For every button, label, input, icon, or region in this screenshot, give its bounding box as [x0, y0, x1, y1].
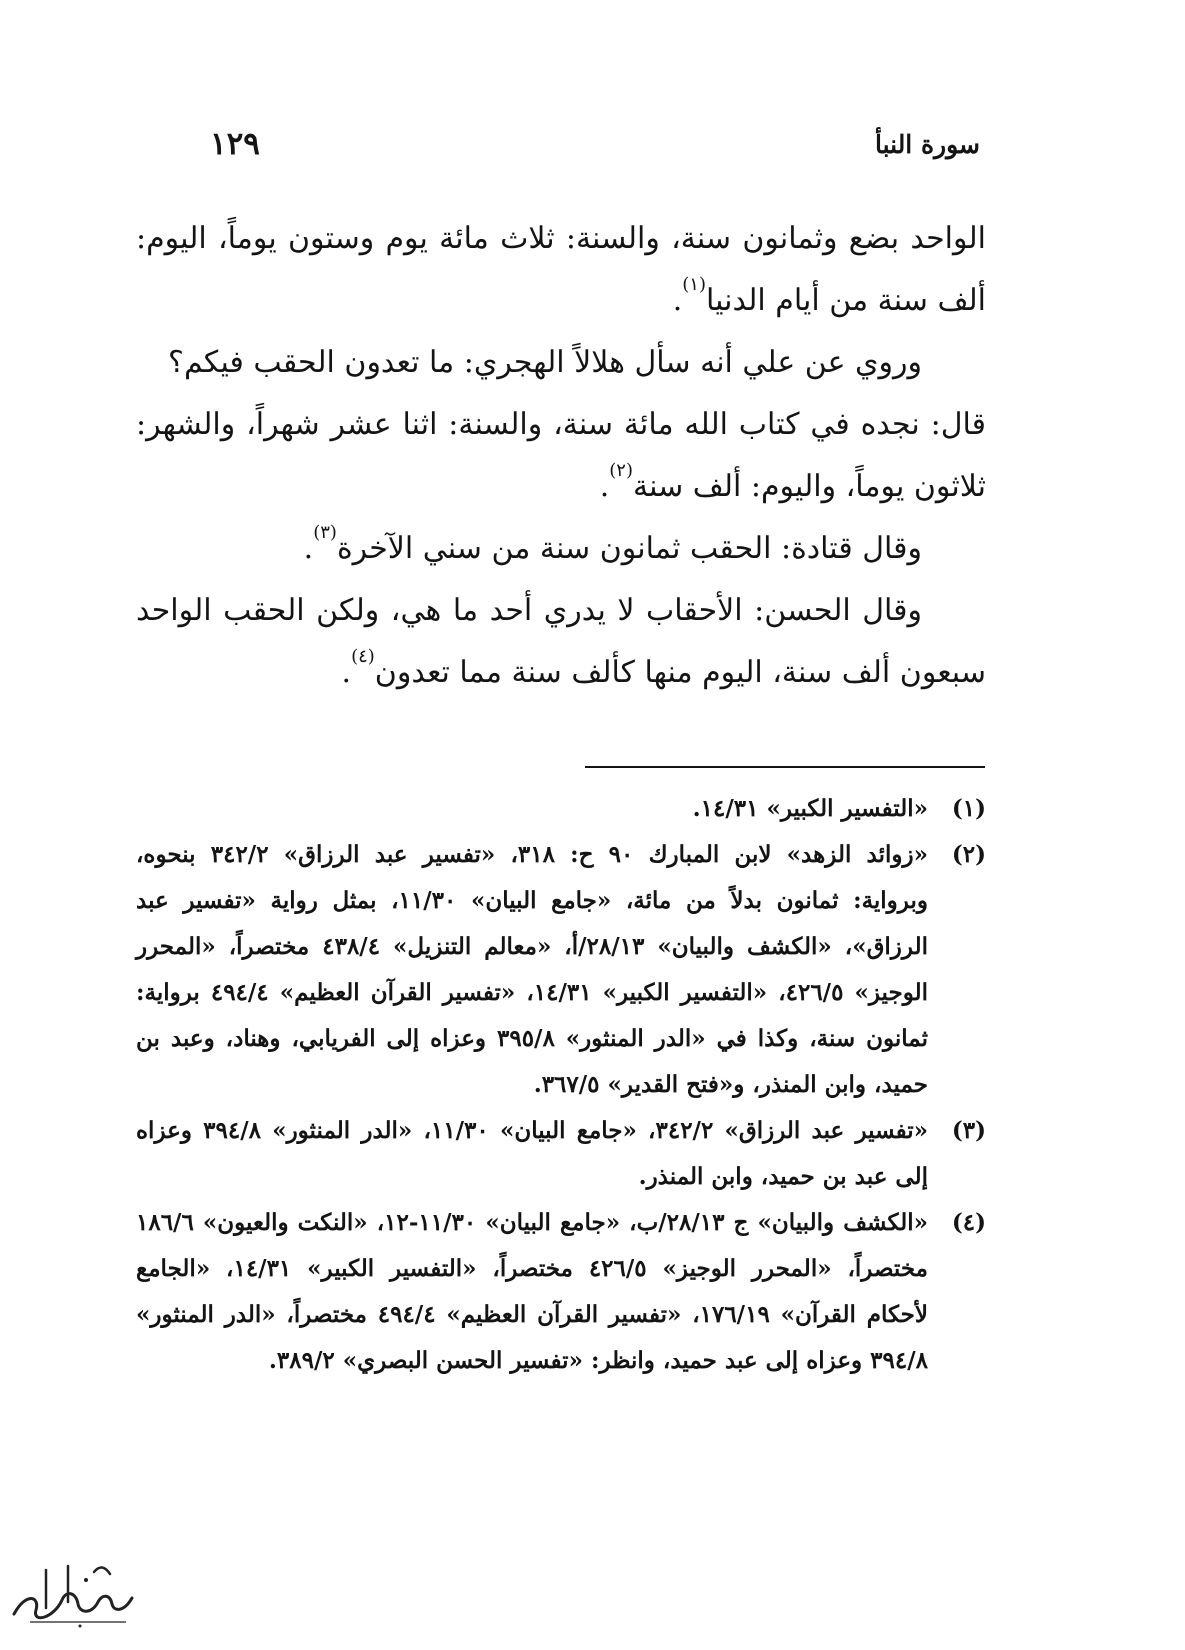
- footnote-number: (١): [951, 795, 986, 822]
- footnote-separator: [585, 766, 985, 768]
- footnote-number: (٣): [951, 1117, 986, 1144]
- footnote-ref-3: (٣): [313, 522, 337, 543]
- watermark-logo-icon: [6, 1552, 146, 1632]
- footnote-text: «تفسير عبد الرزاق» ٣٤٢/٢، «جامع البيان» ١١/٣٠، «الدر المنثور» ٣٩٤/٨ وعزاه إلى عبد بن حميد، وابن المنذر.: [136, 1117, 929, 1190]
- footnote-number: (٢): [951, 841, 986, 868]
- paragraph-3-end: .: [599, 469, 610, 504]
- footnote-ref-2: (٢): [609, 460, 633, 481]
- paragraph-4-end: .: [303, 531, 314, 566]
- footnote-text: «الكشف والبيان» ج ٢٨/١٣/ب، «جامع البيان» ١١/٣٠-١٢، «النكت والعيون» ١٨٦/٦ مختصراً، «المحرر الوجيز» ٤٢٦/٥ مختصراً، «التفسير الكبير» ١٤/٣١، «الجامع لأحكام القرآن» ١٧٦/١٩، «تفسير القرآن العظيم» ٤٩٤/٤ مختصراً، «الدر المنثور» ٣٩٤/٨ وعزاه إلى عبد حميد، وانظر: «تفسير الحسن البصري» ٣٨٩/٢.: [136, 1209, 928, 1374]
- surah-title: سورة النبأ: [874, 130, 980, 159]
- footnote-text: «التفسير الكبير» ١٤/٣١.: [692, 795, 928, 822]
- paragraph-3: [136, 394, 986, 518]
- paragraph-5-end: .: [341, 655, 352, 690]
- footnote-text: «زوائد الزهد» لابن المبارك ٩٠ ح: ٣١٨، «تفسير عبد الرزاق» ٣٤٢/٢ بنحوه، وبرواية: ثمانون بدلاً من مائة، «جامع البيان» ١١/٣٠، بمثل رواية «تفسير عبد الرزاق»، «الكشف والبيان» ٢٨/١٣/أ، «معالم التنزيل» ٤٣٨/٤ مختصراً، «المحرر الوجيز» ٤٢٦/٥، «التفسير الكبير» ١٤/٣١، «تفسير القرآن العظيم» ٤٩٤/٤ برواية: ثمانون سنة، وكذا في «الدر المنثور» ٣٩٥/٨ وعزاه إلى الفريابي، وهناد، وعبد بن حميد، وابن المنذر، و«فتح القدير» ٣٦٧/٥.: [136, 841, 929, 1098]
- paragraph-2-text: وروي عن علي أنه سأل هلالاً الهجري: ما تعدون الحقب فيكم؟: [168, 345, 922, 380]
- footnotes: [136, 786, 986, 1384]
- paragraph-4: [136, 518, 986, 580]
- footnote-ref-1: (١): [682, 274, 706, 295]
- paragraph-4-text: وقال قتادة: الحقب ثمانون سنة من سني الآخرة: [336, 531, 922, 566]
- footnote-1: [136, 786, 986, 832]
- footnote-2: [136, 832, 986, 1108]
- paragraph-5: [136, 580, 986, 704]
- paragraph-3-text: قال: نجده في كتاب الله مائة سنة، والسنة: اثنا عشر شهراً، والشهر: ثلاثون يوماً، واليوم: ألف سنة: [136, 407, 986, 504]
- paragraph-5-text: وقال الحسن: الأحقاب لا يدري أحد ما هي، ولكن الحقب الواحد سبعون ألف سنة، اليوم منها كألف سنة مما تعدون: [136, 593, 986, 690]
- footnote-number: (٤): [951, 1209, 986, 1236]
- paragraph-1: [136, 208, 986, 332]
- footnote-ref-4: (٤): [351, 646, 375, 667]
- paragraph-1-end: .: [672, 283, 683, 318]
- main-text: [136, 208, 986, 704]
- page-header: [210, 120, 980, 180]
- page-number: ١٢٩: [210, 126, 260, 162]
- paragraph-1-text: الواحد بضع وثمانون سنة، والسنة: ثلاث مائة يوم وستون يوماً، اليوم: ألف سنة من أيام الدنيا: [136, 221, 986, 318]
- footnote-3: [136, 1108, 986, 1200]
- footnote-4: [136, 1200, 986, 1384]
- paragraph-2: [136, 332, 986, 394]
